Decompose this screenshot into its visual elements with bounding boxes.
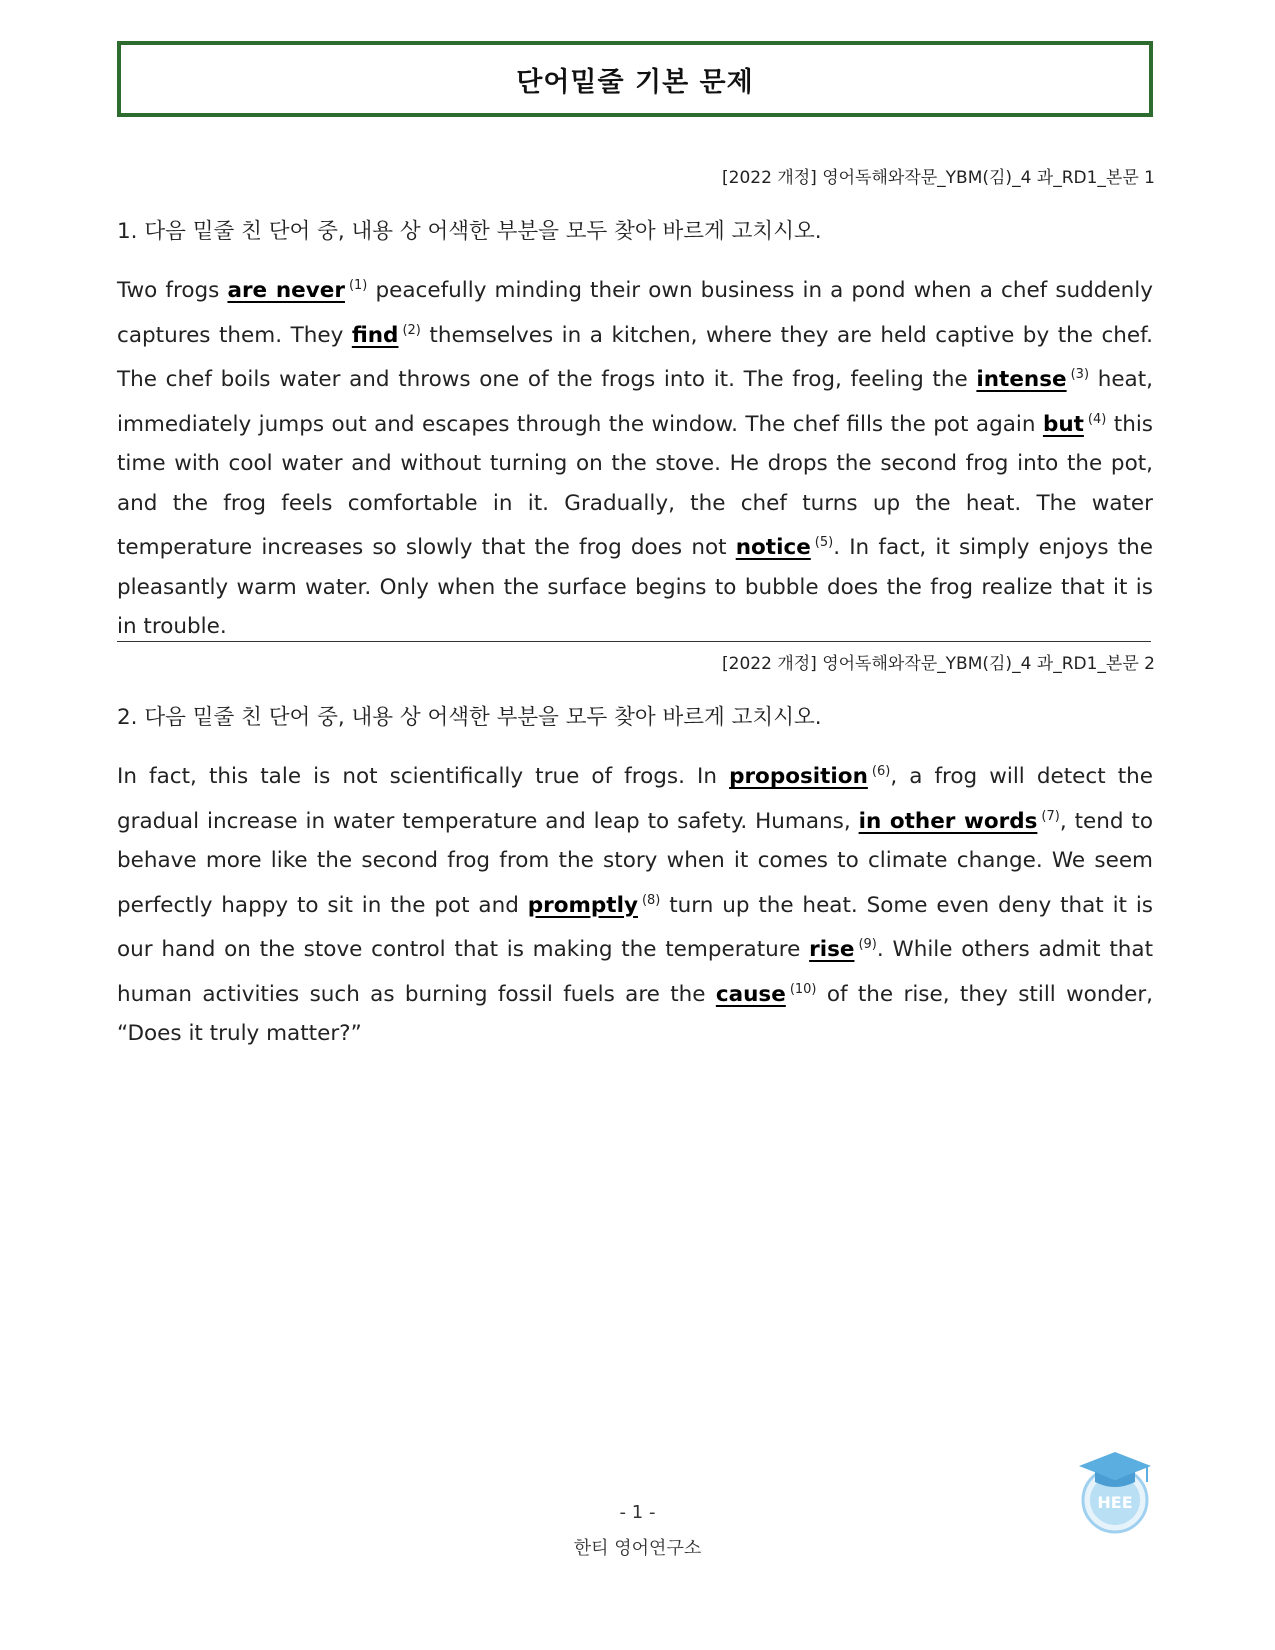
q1-question: 1. 다음 밑줄 친 단어 중, 내용 상 어색한 부분을 모두 찾아 바르게 고치시오. [117,219,822,244]
underlined-word: but [1042,411,1084,437]
underlined-word: promptly [527,892,638,918]
page-number: - 1 - [619,1502,656,1523]
page-title: 단어밑줄 기본 문제 [516,66,754,98]
logo-text: HEE [1097,1493,1133,1512]
q2-question: 2. 다음 밑줄 친 단어 중, 내용 상 어색한 부분을 모두 찾아 바르게 고치시오. [117,705,822,730]
item-number: (10) [789,981,817,997]
item-number: (5) [814,535,834,550]
title-box [117,41,1153,117]
underlined-word: in other words [858,808,1038,834]
underlined-word: intense [976,367,1067,392]
q2-passage: In fact, this tale is not scientifically true of frogs. In proposition $^{(6)}$, a frog will detect the gradual increase in water temperature and leap to safety. Humans, in other words $^{(7)}$, tend to behave more like the second frog from the story when it comes to climate change. We seem perfectly happy to sit in the pot and promptly $^{(8)}$ turn up the heat. Some even deny that it is our hand on the stove control that is making the temperature rise $^{(9)}$. While others admit that human activities such as burning fossil fuels are the cause $^{(10)}$ of the rise, they still wonder, “Does it truly matter?” [117,764,1154,1046]
item-number: (1) [348,278,368,293]
item-number: (4) [1087,411,1107,427]
section-divider [117,641,1151,642]
footer-org: 한티 영어연구소 [573,1538,702,1559]
underlined-word: cause [715,981,786,1007]
item-number: (2) [402,322,421,338]
underlined-word: find [351,322,399,348]
q1-source: [2022 개정] 영어독해와작문_YBM(김)_4 과_RD1_본문 1 [722,168,1155,188]
item-number: (8) [641,892,661,908]
underlined-word: are never [227,278,345,303]
item-number: (3) [1070,367,1090,382]
item-number: (6) [871,764,891,779]
underlined-word: proposition [729,764,868,789]
underlined-word: notice [735,535,811,560]
q2-source: [2022 개정] 영어독해와작문_YBM(김)_4 과_RD1_본문 2 [722,654,1155,674]
item-number: (7) [1041,808,1060,824]
underlined-word: rise [809,937,855,962]
item-number: (9) [858,937,877,952]
q1-passage: Two frogs are never $^{(1)}$ peacefully minding their own business in a pond when a chef suddenly captures them. They find $^{(2)}$ themselves in a kitchen, where they are held captive by the chef. The chef boils water and throws one of the frogs into it. The frog, feeling the intense $^{(3)}$ heat, immediately jumps out and escapes through the window. The chef fills the pot again but $^{(4)}$ this time with cool water and without turning on the stove. He drops the second frog into the pot, and the frog feels comfortable in it. Gradually, the chef turns up the heat. The water temperature increases so slowly that the frog does not notice $^{(5)}$. In fact, it simply enjoys the pleasantly warm water. Only when the surface begins to bubble does the frog realize that it is in trouble. [117,278,1154,639]
